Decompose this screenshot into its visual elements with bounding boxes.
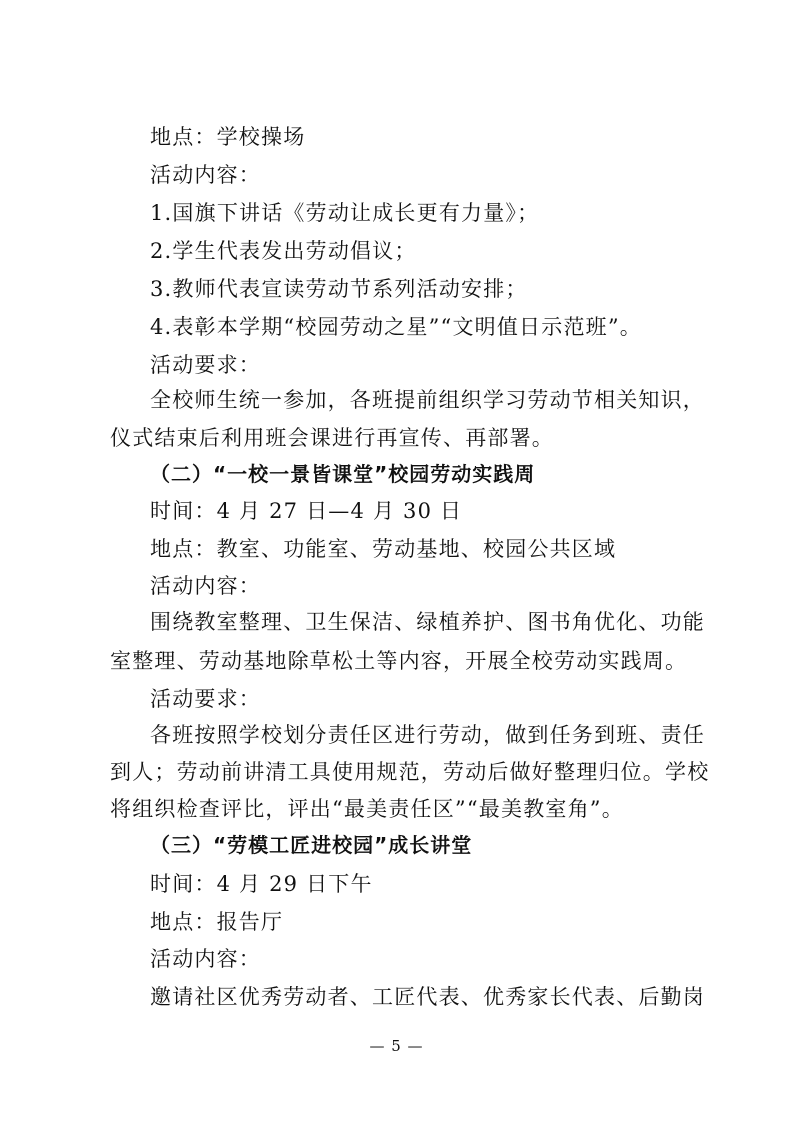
list-item: 2.学生代表发出劳动倡议； [150, 239, 417, 263]
paragraph-line: 室整理、劳动基地除草松土等内容，开展全校劳动实践周。 [110, 649, 688, 673]
paragraph-line: 围绕教室整理、卫生保洁、绿植养护、图书角优化、功能 [150, 610, 705, 634]
paragraph-line: 仪式结束后利用班会课进行再宣传、再部署。 [110, 426, 554, 450]
paragraph-line: 邀请社区优秀劳动者、工匠代表、优秀家长代表、后勤岗 [150, 985, 705, 1009]
paragraph-line: 将组织检查评比，评出“最美责任区”“最美教室角”。 [110, 797, 624, 821]
location-line: 地点：教室、功能室、劳动基地、校园公共区域 [150, 537, 617, 561]
location-line: 地点：报告厅 [150, 910, 284, 934]
paragraph-line: 全校师生统一参加，各班提前组织学习劳动节相关知识， [150, 388, 705, 412]
time-line: 时间：4 月 29 日下午 [150, 872, 373, 896]
list-item: 1.国旗下讲话《劳动让成长更有力量》； [150, 201, 540, 225]
paragraph-line: 到人；劳动前讲清工具使用规范，劳动后做好整理归位。学校 [110, 760, 710, 784]
activity-requirement-label: 活动要求： [150, 353, 261, 377]
page-number: — 5 — [369, 1037, 424, 1055]
list-item: 3.教师代表宣读劳动节系列活动安排； [150, 277, 528, 301]
list-item: 4.表彰本学期“校园劳动之星”“文明值日示范班”。 [150, 315, 642, 339]
paragraph-line: 各班按照学校划分责任区进行劳动，做到任务到班、责任 [150, 723, 705, 747]
activity-content-label: 活动内容： [150, 163, 261, 187]
section-heading: （三）“劳模工匠进校园”成长讲堂 [150, 833, 473, 857]
section-heading: （二）“一校一景皆课堂”校园劳动实践周 [150, 462, 536, 486]
activity-content-label: 活动内容： [150, 574, 261, 598]
activity-content-label: 活动内容： [150, 947, 261, 971]
location-line: 地点：学校操场 [150, 125, 306, 149]
activity-requirement-label: 活动要求： [150, 687, 261, 711]
time-line: 时间：4 月 27 日—4 月 30 日 [150, 499, 463, 523]
